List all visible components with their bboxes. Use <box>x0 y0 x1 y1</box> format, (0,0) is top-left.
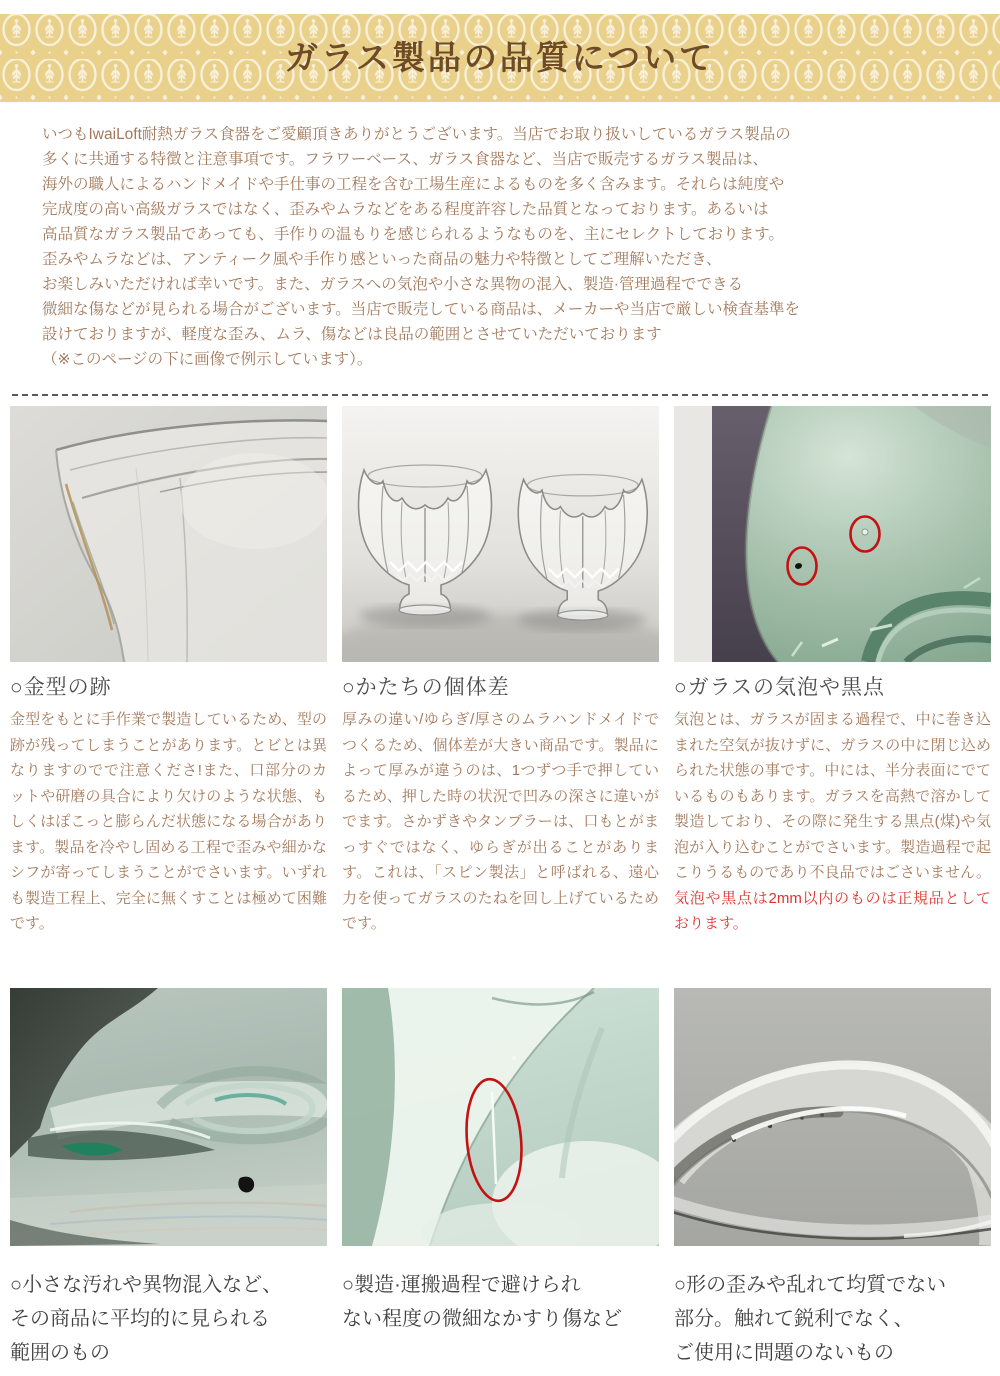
example-dirt-inclusion <box>10 988 327 1370</box>
caption-line: 部分。触れて鋭利でなく、 <box>674 1308 914 1331</box>
intro-line: いつもIwaiLoft耐熱ガラス食器をご愛顧頂きありがとうございます。当店でお取り扱いしているガラス製品の <box>42 126 791 143</box>
photo-row-1 <box>0 406 1000 962</box>
intro-paragraph <box>42 122 958 372</box>
intro-line: 設けておりますが、軽度な歪み、ムラ、傷などは良品の範囲とさせていただいております <box>42 326 662 343</box>
section-bubbles-blackspots <box>674 406 991 962</box>
caption-line: ○形の歪みや乱れて均質でない <box>674 1274 947 1297</box>
intro-line: 微細な傷などが見られる場合がございます。当店で販売している商品は、メーカーや当店で厳しい検査基準を <box>42 301 800 318</box>
mold-mark-photo <box>10 406 327 662</box>
section-body-mold-mark: 金型をもとに手作業で製造しているため、型の跡が残ってしまうことがあります。とビとは異なりますのでで注意くださ!また、口部分のカットや研磨の具合により欠けのような状態、もしくはぽこっと膨らんだ状態になる場合があります。製品を冷やし固める工程で歪みや細かなシフが寄ってしまうことがでさいます。いずれも製造工程上、完全に無くすことは極めて困難です。 <box>10 711 327 933</box>
intro-line: 高品質なガラス製品であっても、手作りの温もりを感じられるようなものを、主にセレクトしております。 <box>42 226 784 243</box>
bubbles-blackspots-photo <box>674 406 991 662</box>
intro-line: お楽しみいただければ幸いです。また、ガラスへの気泡や小さな異物の混入、製造·管理過程でできる <box>42 276 743 293</box>
example-fine-scratch <box>342 988 659 1370</box>
air-bubble-defect <box>862 529 868 535</box>
section-heading-mold-mark: ○金型の跡 <box>10 676 112 699</box>
section-heading-shape-variation: ○かたちの個体差 <box>342 676 510 699</box>
section-heading-bubbles: ○ガラスの気泡や黒点 <box>674 676 886 699</box>
caption-shape-distortion <box>674 1268 991 1370</box>
scratch-photo <box>342 988 659 1246</box>
intro-line: 多くに共通する特徴と注意事項です。フラワーベース、ガラス食器など、当店で販売するガラス製品は、 <box>42 151 769 168</box>
section-mold-mark <box>10 406 327 962</box>
caption-line: 範囲のもの <box>10 1342 110 1365</box>
intro-line: 海外の職人によるハンドメイドや手仕事の工程を含む工場生産によるものを多く含みます。それらは純度や <box>42 176 785 193</box>
caption-fine-scratch <box>342 1268 659 1336</box>
example-shape-distortion <box>674 988 991 1370</box>
shape-distortion-photo <box>674 988 991 1246</box>
shape-variation-photo <box>342 406 659 662</box>
photo-row-2 <box>0 988 1000 1370</box>
section-shape-variation <box>342 406 659 962</box>
tolerance-note-red: 気泡や黒点は2mm以内のものは正規品としております。 <box>674 889 991 933</box>
caption-line: ○製造·運搬過程で避けられ <box>342 1274 581 1297</box>
section-body-bubbles: 気泡とは、ガラスが固まる過程で、中に巻き込まれた空気が抜けずに、ガラスの中に閉じ込められた状態の事です。中には、半分表面にでているものもあります。ガラスを高熱で溶かして製造しており、その際に発生する黒点(煤)や気泡が入り込むことがでさいます。製造過程で起こりうるものであり不良品ではごさいません。気泡や黒点は2mm以内のものは正規品としております。 <box>674 711 991 933</box>
caption-line: ○小さな汚れや異物混入など、 <box>10 1274 283 1297</box>
header-banner <box>0 14 1000 102</box>
dirt-inclusion-photo <box>10 988 327 1246</box>
caption-dirt-inclusion <box>10 1268 327 1370</box>
section-body-shape-variation: 厚みの違い/ゆらぎ/厚さのムラハンドメイドでつくるため、個体差が大きい商品です。製品によって厚みが違うのは、1つずつ手で押しているため、押した時の状況で凹みの深さに違いがでます。さかずきやタンブラーは、口もとがまっすぐではなく、ゆらぎが出ることがあります。これは、「スピン製法」と呼ばれる、遠心力を使ってガラスのたねを回し上げているためです。 <box>342 711 659 933</box>
caption-line: その商品に平均的に見られる <box>10 1308 270 1331</box>
intro-line: 歪みやムラなどは、アンティーク風や手作り感といった商品の魅力や特徴としてご理解いただき、 <box>42 251 722 268</box>
intro-note: （※このページの下に画像で例示しています）。 <box>42 351 373 368</box>
dashed-divider <box>12 394 988 396</box>
intro-line: 完成度の高い高級ガラスではなく、歪みやムラなどをある程度許容した品質となっております。あるいは <box>42 201 769 218</box>
page-title: ガラス製品の品質について <box>284 39 716 76</box>
caption-line: ご使用に問題のないもの <box>674 1342 894 1365</box>
caption-line: ない程度の微細なかすり傷など <box>342 1308 622 1331</box>
